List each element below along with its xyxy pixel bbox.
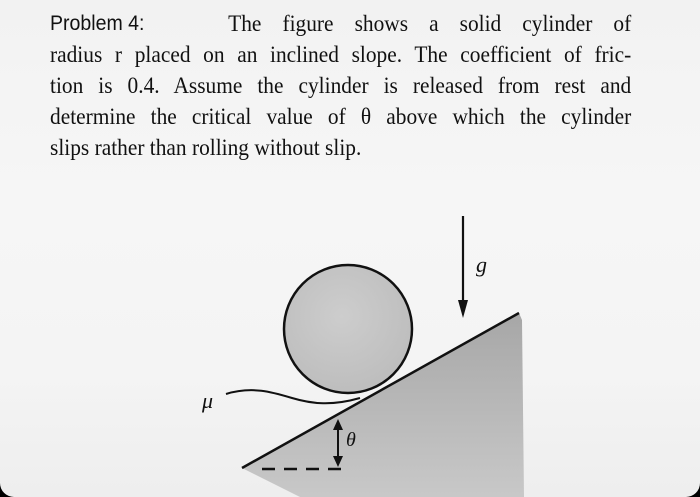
solid-cylinder: [284, 265, 412, 393]
problem-line-3-text: tion is 0.4. Assume the cylinder is released from rest and: [50, 73, 632, 98]
gravity-arrow-head: [458, 300, 468, 318]
angle-label: θ: [346, 429, 356, 451]
problem-line-1-text: The figure shows a solid cylinder of: [228, 11, 632, 36]
gravity-label: g: [476, 252, 487, 277]
problem-line-5-text: slips rather than rolling without slip.: [50, 135, 362, 160]
problem-label: Problem 4:: [50, 12, 145, 35]
problem-line-2-text: radius r placed on an inclined slope. The coefficient of fric-: [50, 42, 632, 67]
friction-coefficient-label: μ: [202, 388, 214, 413]
problem-line-4-text: determine the critical value of θ above which the cylinder: [50, 104, 632, 129]
